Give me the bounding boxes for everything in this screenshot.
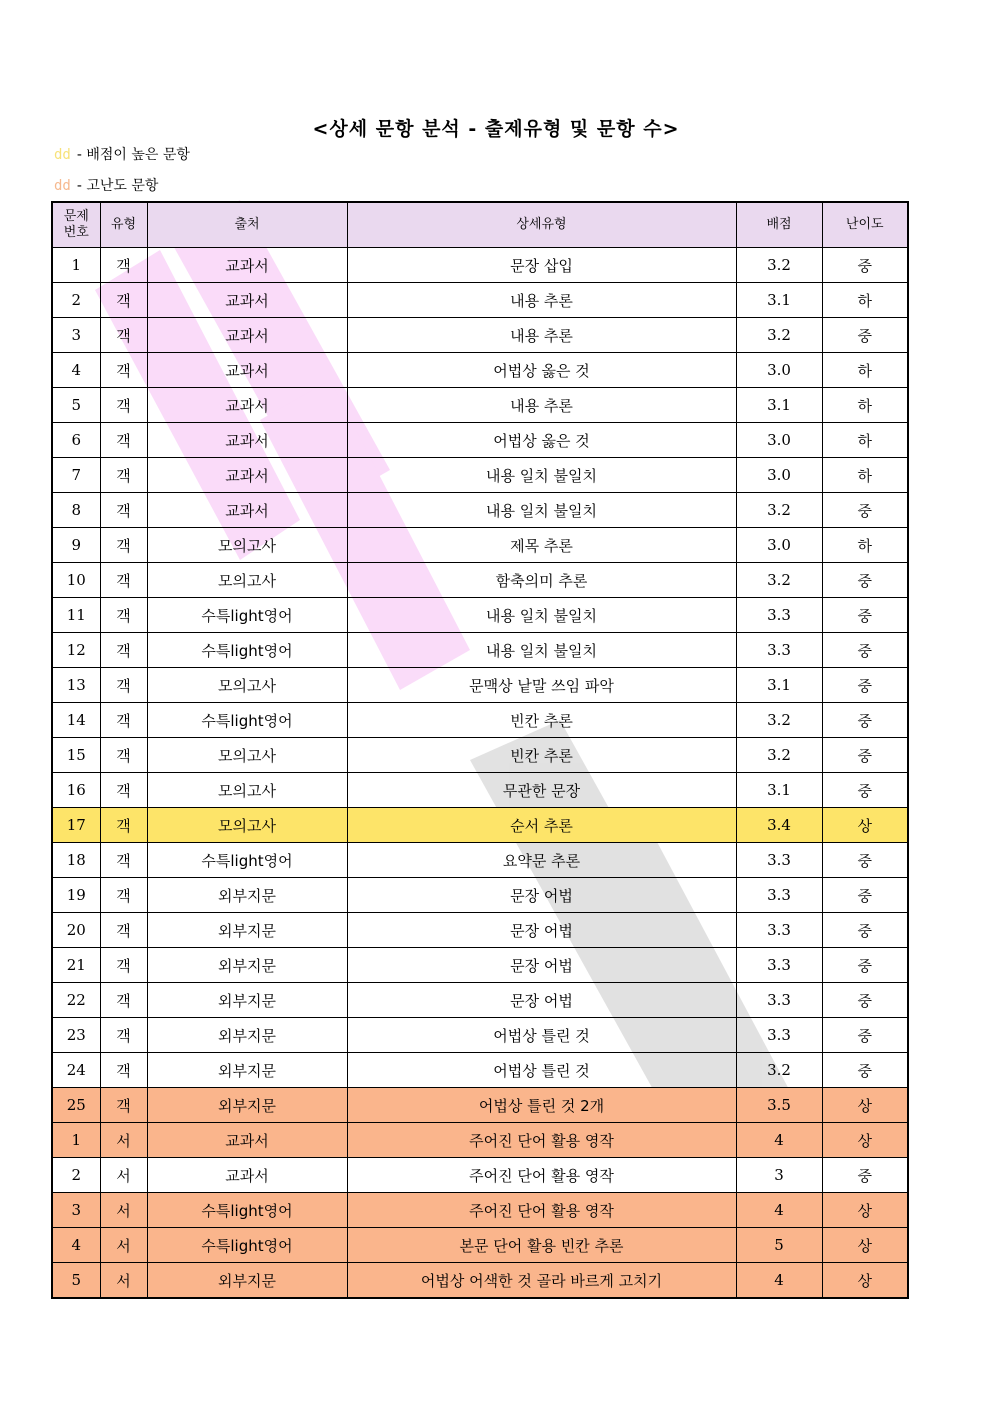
cell-difficulty: 중 — [822, 493, 908, 528]
cell-difficulty: 중 — [822, 318, 908, 353]
table-row — [52, 983, 908, 1018]
cell-type: 서 — [100, 1263, 147, 1299]
cell-detail: 문맥상 낱말 쓰임 파악 — [347, 668, 736, 703]
cell-score: 3.2 — [736, 248, 822, 283]
table-row — [52, 563, 908, 598]
cell-source: 교과서 — [147, 1123, 347, 1158]
cell-number: 3 — [52, 318, 100, 353]
cell-detail: 본문 단어 활용 빈칸 추론 — [347, 1228, 736, 1263]
cell-number: 4 — [52, 353, 100, 388]
cell-type: 객 — [100, 703, 147, 738]
table-row — [52, 1053, 908, 1088]
cell-type: 객 — [100, 668, 147, 703]
cell-difficulty: 상 — [822, 808, 908, 843]
cell-detail: 어법상 틀린 것 2개 — [347, 1088, 736, 1123]
cell-type: 객 — [100, 283, 147, 318]
question-analysis-table — [51, 201, 909, 1299]
cell-number: 17 — [52, 808, 100, 843]
table-row — [52, 1123, 908, 1158]
cell-detail: 어법상 옳은 것 — [347, 423, 736, 458]
header-type: 유형 — [100, 202, 147, 248]
cell-difficulty: 중 — [822, 738, 908, 773]
cell-difficulty: 중 — [822, 633, 908, 668]
cell-source: 교과서 — [147, 493, 347, 528]
cell-detail: 문장 어법 — [347, 983, 736, 1018]
cell-score: 3.0 — [736, 528, 822, 563]
cell-source: 모의고사 — [147, 738, 347, 773]
table-row — [52, 633, 908, 668]
cell-score: 3.3 — [736, 913, 822, 948]
table-row — [52, 248, 908, 283]
cell-detail: 요약문 추론 — [347, 843, 736, 878]
cell-detail: 빈칸 추론 — [347, 703, 736, 738]
cell-type: 객 — [100, 388, 147, 423]
cell-number: 5 — [52, 388, 100, 423]
cell-score: 4 — [736, 1123, 822, 1158]
table-row — [52, 913, 908, 948]
cell-score: 3 — [736, 1158, 822, 1193]
cell-difficulty: 중 — [822, 1018, 908, 1053]
cell-difficulty: 중 — [822, 983, 908, 1018]
table-row — [52, 1263, 908, 1299]
table-row — [52, 458, 908, 493]
cell-number: 8 — [52, 493, 100, 528]
cell-source: 외부지문 — [147, 948, 347, 983]
cell-source: 외부지문 — [147, 1018, 347, 1053]
cell-source: 외부지문 — [147, 983, 347, 1018]
cell-detail: 주어진 단어 활용 영작 — [347, 1123, 736, 1158]
cell-detail: 어법상 어색한 것 골라 바르게 고치기 — [347, 1263, 736, 1299]
table-row — [52, 1088, 908, 1123]
table-row — [52, 318, 908, 353]
cell-detail: 내용 일치 불일치 — [347, 458, 736, 493]
cell-detail: 내용 추론 — [347, 318, 736, 353]
cell-score: 3.3 — [736, 843, 822, 878]
cell-difficulty: 상 — [822, 1123, 908, 1158]
cell-difficulty: 중 — [822, 248, 908, 283]
cell-score: 3.4 — [736, 808, 822, 843]
cell-type: 객 — [100, 633, 147, 668]
cell-difficulty: 중 — [822, 563, 908, 598]
cell-number: 11 — [52, 598, 100, 633]
cell-detail: 내용 일치 불일치 — [347, 598, 736, 633]
cell-source: 외부지문 — [147, 1088, 347, 1123]
cell-number: 15 — [52, 738, 100, 773]
table-row — [52, 1018, 908, 1053]
cell-difficulty: 중 — [822, 668, 908, 703]
cell-source: 모의고사 — [147, 528, 347, 563]
header-detail: 상세유형 — [347, 202, 736, 248]
legend-hard — [54, 175, 158, 195]
cell-type: 서 — [100, 1193, 147, 1228]
cell-number: 4 — [52, 1228, 100, 1263]
legend-high-score — [54, 144, 190, 164]
cell-source: 외부지문 — [147, 913, 347, 948]
cell-type: 객 — [100, 528, 147, 563]
cell-source: 수특light영어 — [147, 843, 347, 878]
cell-detail: 어법상 틀린 것 — [347, 1053, 736, 1088]
table-row — [52, 598, 908, 633]
cell-detail: 내용 추론 — [347, 283, 736, 318]
cell-number: 16 — [52, 773, 100, 808]
cell-difficulty: 중 — [822, 1158, 908, 1193]
cell-type: 객 — [100, 738, 147, 773]
cell-score: 3.1 — [736, 668, 822, 703]
cell-score: 3.0 — [736, 423, 822, 458]
cell-number: 19 — [52, 878, 100, 913]
cell-score: 4 — [736, 1193, 822, 1228]
cell-number: 18 — [52, 843, 100, 878]
cell-detail: 주어진 단어 활용 영작 — [347, 1158, 736, 1193]
cell-detail: 내용 일치 불일치 — [347, 493, 736, 528]
cell-type: 객 — [100, 353, 147, 388]
cell-number: 2 — [52, 283, 100, 318]
table-header-row — [52, 202, 908, 248]
cell-difficulty: 중 — [822, 948, 908, 983]
header-difficulty: 난이도 — [822, 202, 908, 248]
cell-source: 외부지문 — [147, 1053, 347, 1088]
cell-type: 객 — [100, 563, 147, 598]
cell-type: 객 — [100, 983, 147, 1018]
cell-detail: 무관한 문장 — [347, 773, 736, 808]
cell-type: 객 — [100, 843, 147, 878]
cell-source: 교과서 — [147, 318, 347, 353]
cell-difficulty: 중 — [822, 913, 908, 948]
cell-score: 3.3 — [736, 948, 822, 983]
cell-type: 객 — [100, 458, 147, 493]
cell-number: 1 — [52, 1123, 100, 1158]
cell-difficulty: 중 — [822, 703, 908, 738]
cell-difficulty: 상 — [822, 1228, 908, 1263]
cell-number: 3 — [52, 1193, 100, 1228]
cell-source: 교과서 — [147, 423, 347, 458]
cell-score: 3.2 — [736, 493, 822, 528]
cell-score: 3.2 — [736, 738, 822, 773]
cell-source: 교과서 — [147, 283, 347, 318]
cell-detail: 내용 추론 — [347, 388, 736, 423]
cell-score: 4 — [736, 1263, 822, 1299]
cell-difficulty: 중 — [822, 598, 908, 633]
cell-score: 3.1 — [736, 773, 822, 808]
cell-number: 7 — [52, 458, 100, 493]
cell-number: 9 — [52, 528, 100, 563]
cell-detail: 제목 추론 — [347, 528, 736, 563]
cell-score: 3.5 — [736, 1088, 822, 1123]
cell-score: 3.3 — [736, 1018, 822, 1053]
cell-detail: 문장 어법 — [347, 878, 736, 913]
cell-score: 3.1 — [736, 388, 822, 423]
table-row — [52, 668, 908, 703]
cell-number: 24 — [52, 1053, 100, 1088]
cell-type: 객 — [100, 878, 147, 913]
table-row — [52, 808, 908, 843]
cell-number: 21 — [52, 948, 100, 983]
cell-type: 객 — [100, 1053, 147, 1088]
table-row — [52, 878, 908, 913]
cell-type: 서 — [100, 1123, 147, 1158]
cell-detail: 내용 일치 불일치 — [347, 633, 736, 668]
cell-difficulty: 상 — [822, 1193, 908, 1228]
cell-detail: 순서 추론 — [347, 808, 736, 843]
cell-detail: 어법상 틀린 것 — [347, 1018, 736, 1053]
cell-score: 3.0 — [736, 353, 822, 388]
cell-score: 3.1 — [736, 283, 822, 318]
cell-score: 3.3 — [736, 983, 822, 1018]
cell-difficulty: 하 — [822, 423, 908, 458]
cell-type: 객 — [100, 773, 147, 808]
cell-difficulty: 하 — [822, 388, 908, 423]
cell-type: 객 — [100, 423, 147, 458]
table-row — [52, 388, 908, 423]
cell-detail: 어법상 옳은 것 — [347, 353, 736, 388]
cell-detail: 빈칸 추론 — [347, 738, 736, 773]
cell-source: 교과서 — [147, 458, 347, 493]
cell-difficulty: 상 — [822, 1263, 908, 1299]
cell-source: 수특light영어 — [147, 1193, 347, 1228]
cell-number: 10 — [52, 563, 100, 598]
cell-number: 1 — [52, 248, 100, 283]
cell-number: 6 — [52, 423, 100, 458]
table-row — [52, 353, 908, 388]
cell-difficulty: 중 — [822, 773, 908, 808]
cell-source: 수특light영어 — [147, 1228, 347, 1263]
cell-detail: 문장 어법 — [347, 913, 736, 948]
table-row — [52, 423, 908, 458]
cell-difficulty: 하 — [822, 283, 908, 318]
cell-difficulty: 중 — [822, 1053, 908, 1088]
cell-difficulty: 중 — [822, 878, 908, 913]
cell-difficulty: 중 — [822, 843, 908, 878]
cell-detail: 문장 어법 — [347, 948, 736, 983]
cell-type: 객 — [100, 808, 147, 843]
cell-source: 모의고사 — [147, 668, 347, 703]
header-number: 문제 번호 — [52, 202, 100, 248]
cell-type: 객 — [100, 913, 147, 948]
cell-source: 교과서 — [147, 388, 347, 423]
cell-score: 3.0 — [736, 458, 822, 493]
cell-source: 교과서 — [147, 248, 347, 283]
cell-source: 수특light영어 — [147, 633, 347, 668]
cell-source: 수특light영어 — [147, 703, 347, 738]
legend-swatch-high-score: dd — [54, 147, 71, 163]
cell-detail: 주어진 단어 활용 영작 — [347, 1193, 736, 1228]
header-score: 배점 — [736, 202, 822, 248]
legend-swatch-hard: dd — [54, 178, 71, 194]
cell-score: 5 — [736, 1228, 822, 1263]
cell-type: 객 — [100, 318, 147, 353]
cell-difficulty: 상 — [822, 1088, 908, 1123]
table-row — [52, 528, 908, 563]
cell-source: 교과서 — [147, 353, 347, 388]
cell-number: 2 — [52, 1158, 100, 1193]
cell-score: 3.2 — [736, 1053, 822, 1088]
cell-detail: 함축의미 추론 — [347, 563, 736, 598]
cell-number: 13 — [52, 668, 100, 703]
cell-type: 서 — [100, 1158, 147, 1193]
table-row — [52, 843, 908, 878]
cell-type: 객 — [100, 1018, 147, 1053]
cell-number: 5 — [52, 1263, 100, 1299]
cell-number: 14 — [52, 703, 100, 738]
cell-source: 외부지문 — [147, 1263, 347, 1299]
page-title: <상세 문항 분석 - 출제유형 및 문항 수> — [312, 118, 680, 140]
table-row — [52, 1228, 908, 1263]
cell-source: 모의고사 — [147, 808, 347, 843]
table-row — [52, 1158, 908, 1193]
table-row — [52, 493, 908, 528]
cell-source: 모의고사 — [147, 773, 347, 808]
cell-source: 수특light영어 — [147, 598, 347, 633]
cell-number: 22 — [52, 983, 100, 1018]
cell-detail: 문장 삽입 — [347, 248, 736, 283]
cell-score: 3.2 — [736, 563, 822, 598]
cell-source: 교과서 — [147, 1158, 347, 1193]
cell-score: 3.2 — [736, 318, 822, 353]
cell-type: 서 — [100, 1228, 147, 1263]
table-row — [52, 738, 908, 773]
cell-score: 3.2 — [736, 703, 822, 738]
cell-number: 25 — [52, 1088, 100, 1123]
legend-label-hard: - 고난도 문항 — [76, 178, 159, 194]
cell-number: 20 — [52, 913, 100, 948]
cell-type: 객 — [100, 598, 147, 633]
cell-type: 객 — [100, 493, 147, 528]
cell-type: 객 — [100, 248, 147, 283]
cell-difficulty: 하 — [822, 458, 908, 493]
cell-type: 객 — [100, 1088, 147, 1123]
header-source: 출처 — [147, 202, 347, 248]
cell-source: 모의고사 — [147, 563, 347, 598]
cell-number: 23 — [52, 1018, 100, 1053]
cell-type: 객 — [100, 948, 147, 983]
table-row — [52, 703, 908, 738]
table-row — [52, 948, 908, 983]
cell-number: 12 — [52, 633, 100, 668]
cell-source: 외부지문 — [147, 878, 347, 913]
cell-score: 3.3 — [736, 878, 822, 913]
table-row — [52, 1193, 908, 1228]
cell-difficulty: 하 — [822, 353, 908, 388]
table-row — [52, 773, 908, 808]
cell-difficulty: 하 — [822, 528, 908, 563]
cell-score: 3.3 — [736, 598, 822, 633]
table-row — [52, 283, 908, 318]
cell-score: 3.3 — [736, 633, 822, 668]
legend-label-high-score: - 배점이 높은 문항 — [76, 147, 190, 163]
